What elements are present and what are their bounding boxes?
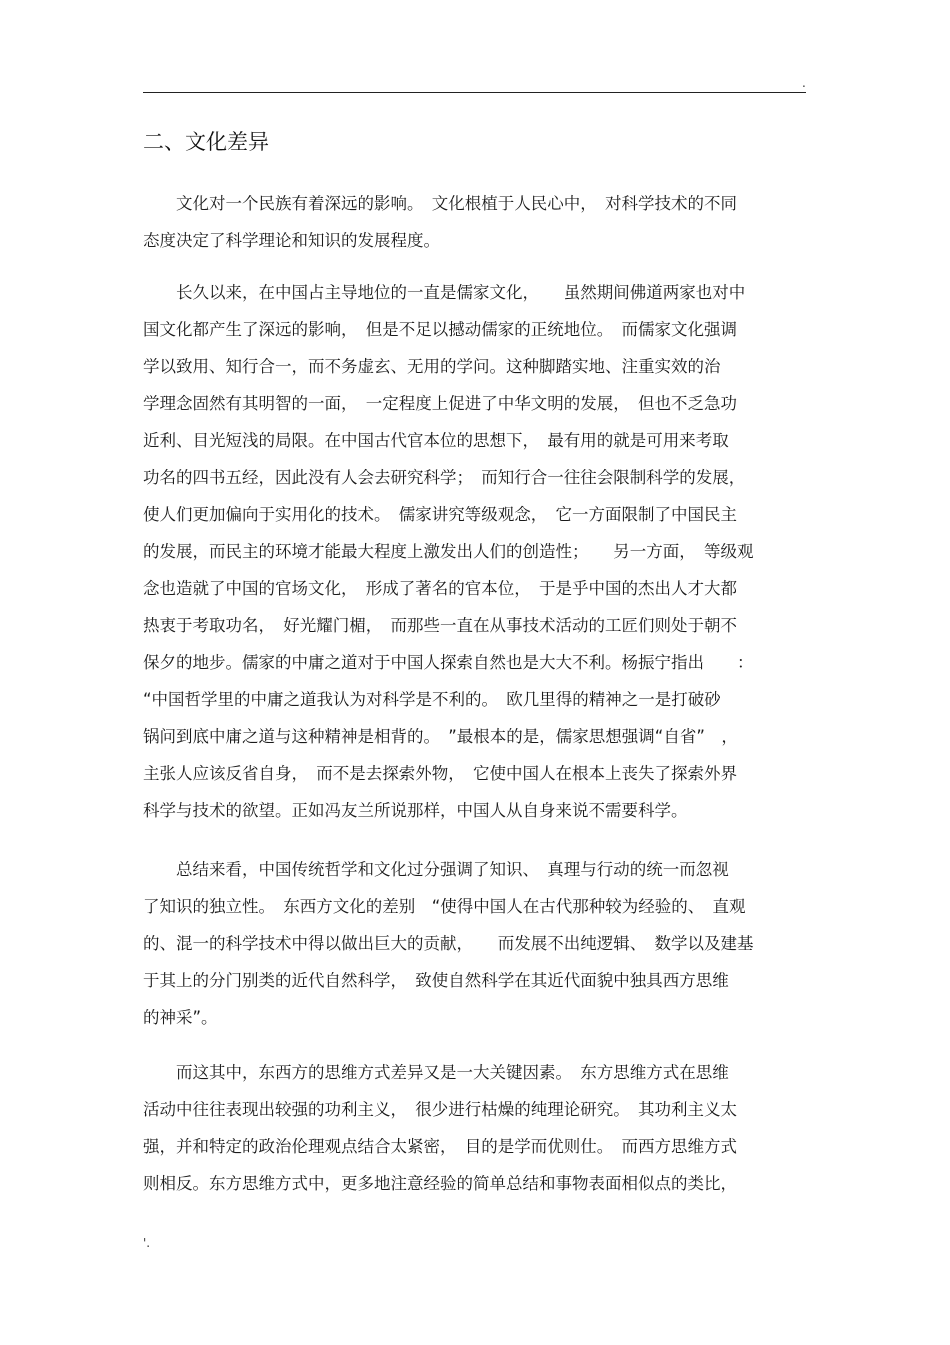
paragraph-line: 的神采”。 <box>143 1008 218 1027</box>
paragraph-line: 则相反。东方思维方式中，更多地注意经验的简单总结和事物表面相似点的类比， <box>143 1174 737 1193</box>
paragraph-4 <box>143 1054 807 1202</box>
paragraph-line: “中国哲学里的中庸之道我认为对科学是不利的。 欧几里得的精神之一是打破砂 <box>143 690 721 709</box>
paragraph-line: 主张人应该反省自身， 而不是去探索外物， 它使中国人在根本上丧失了探索外界 <box>143 764 737 783</box>
paragraph-line: 活动中往往表现出较强的功利主义， 很少进行枯燥的纯理论研究。 其功利主义太 <box>143 1100 737 1119</box>
paragraph-line: 总结来看，中国传统哲学和文化过分强调了知识、 真理与行动的统一而忽视 <box>143 860 729 879</box>
header-rule <box>143 92 806 93</box>
paragraph-line: 功名的四书五经，因此没有人会去研究科学； 而知行合一往往会限制科学的发展， <box>143 468 746 487</box>
paragraph-3 <box>143 851 807 1036</box>
paragraph-line: 文化对一个民族有着深远的影响。 文化根植于人民心中， 对科学技术的不同 <box>143 194 737 213</box>
paragraph-1 <box>143 185 807 259</box>
paragraph-line: 的发展，而民主的环境才能最大程度上激发出人们的创造性； 另一方面， 等级观 <box>143 542 754 561</box>
footer-mark: '. <box>143 1236 151 1250</box>
paragraph-line: 而这其中，东西方的思维方式差异又是一大关键因素。 东方思维方式在思维 <box>143 1063 729 1082</box>
paragraph-line: 国文化都产生了深远的影响， 但是不足以撼动儒家的正统地位。 而儒家文化强调 <box>143 320 737 339</box>
paragraph-line: 于其上的分门别类的近代自然科学， 致使自然科学在其近代面貌中独具西方思维 <box>143 971 729 990</box>
paragraph-line: 态度决定了科学理论和知识的发展程度。 <box>143 231 440 250</box>
paragraph-2 <box>143 274 807 829</box>
paragraph-line: 近利、目光短浅的局限。在中国古代官本位的思想下， 最有用的就是可用来考取 <box>143 431 729 450</box>
paragraph-line: 学以致用、知行合一，而不务虚玄、无用的学问。这种脚踏实地、注重实效的治 <box>143 357 721 376</box>
paragraph-line: 锅问到底中庸之道与这种精神是相背的。 ”最根本的是，儒家思想强调“自省” ， <box>143 727 738 746</box>
paragraph-line: 学理念固然有其明智的一面， 一定程度上促进了中华文明的发展， 但也不乏急功 <box>143 394 737 413</box>
section-title: 二、文化差异 <box>143 130 269 154</box>
paragraph-line: 热衷于考取功名， 好光耀门楣， 而那些一直在从事技术活动的工匠们则处于朝不 <box>143 616 737 635</box>
paragraph-line: 保夕的地步。儒家的中庸之道对于中国人探索自然也是大大不利。杨振宁指出 ： <box>143 653 754 672</box>
paragraph-line: 的、混一的科学技术中得以做出巨大的贡献， 而发展不出纯逻辑、 数学以及建基 <box>143 934 754 953</box>
paragraph-line: 使人们更加偏向于实用化的技术。 儒家讲究等级观念， 它一方面限制了中国民主 <box>143 505 737 524</box>
paragraph-line: 念也造就了中国的官场文化， 形成了著名的官本位， 于是乎中国的杰出人才大都 <box>143 579 737 598</box>
paragraph-line: 强，并和特定的政治伦理观点结合太紧密， 目的是学而优则仕。 而西方思维方式 <box>143 1137 737 1156</box>
header-mark: . <box>802 76 806 90</box>
paragraph-line: 了知识的独立性。 东西方文化的差别 “使得中国人在古代那种较为经验的、 直观 <box>143 897 746 916</box>
paragraph-line: 长久以来，在中国占主导地位的一直是儒家文化， 虽然期间佛道两家也对中 <box>143 283 746 302</box>
paragraph-line: 科学与技术的欲望。正如冯友兰所说那样，中国人从自身来说不需要科学。 <box>143 801 688 820</box>
